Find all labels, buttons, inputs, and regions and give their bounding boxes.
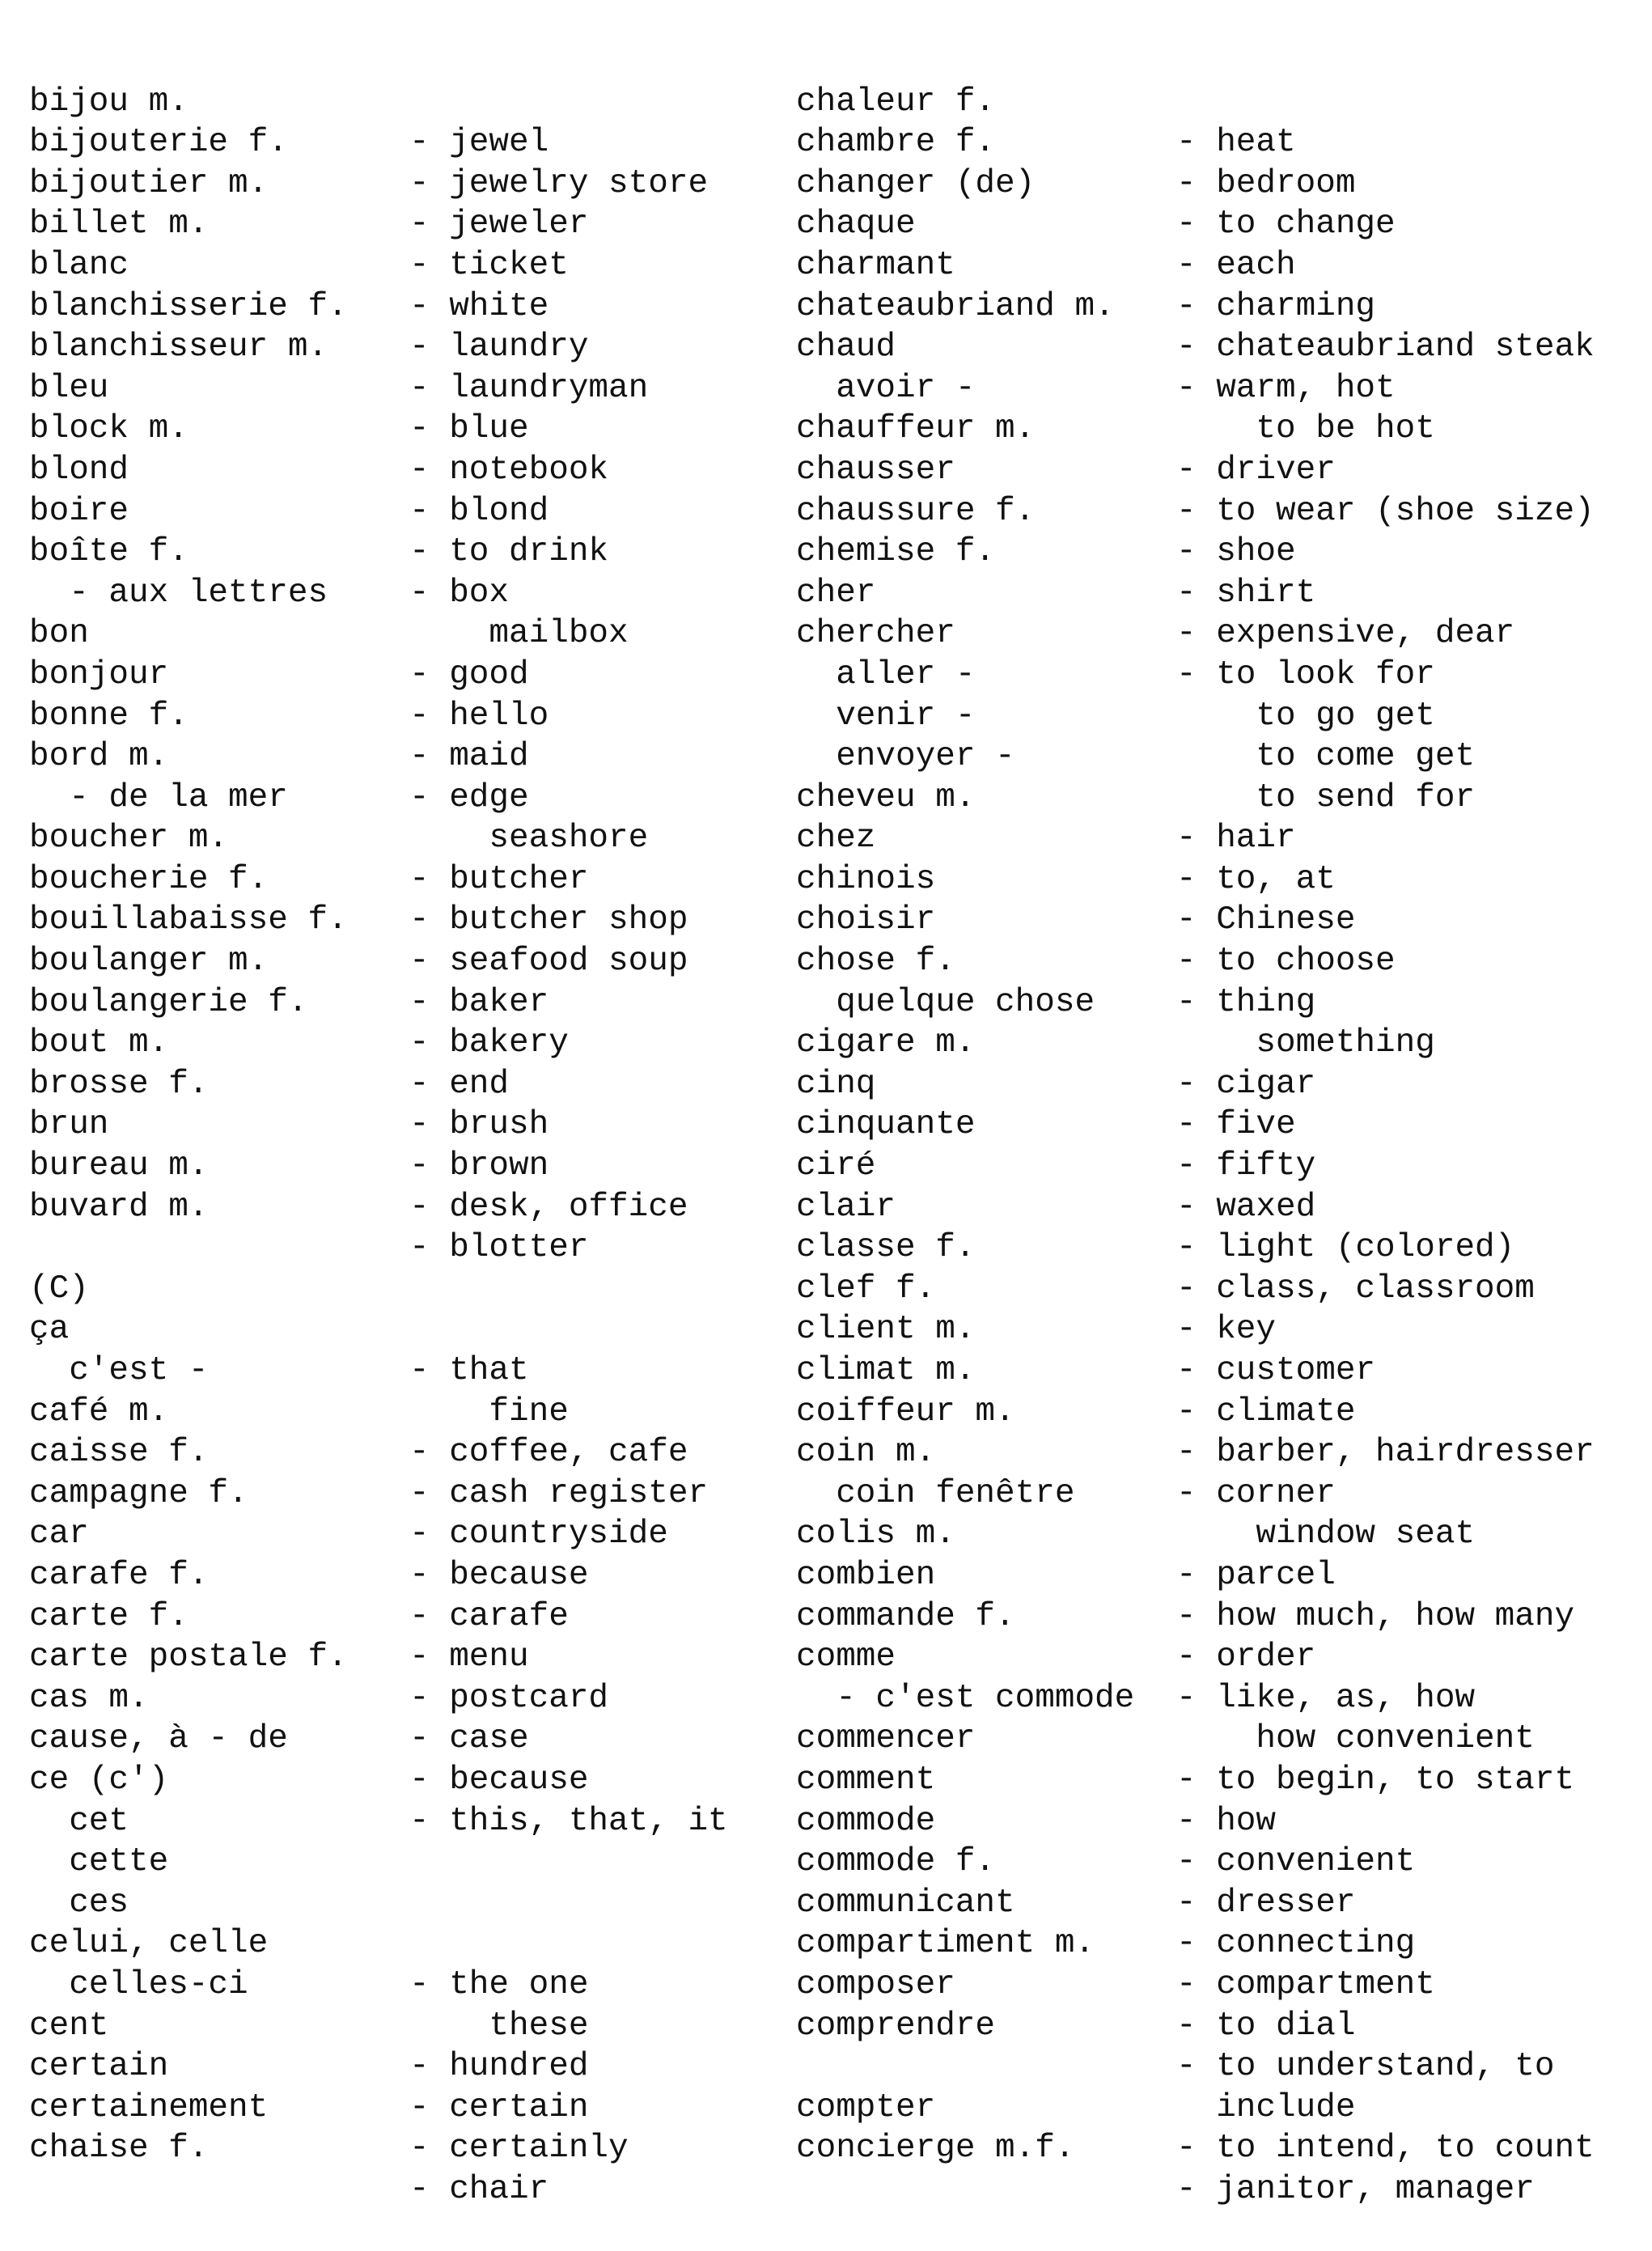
entry-term: coiffeur m. bbox=[796, 1393, 1015, 1431]
entry-term: aller - bbox=[796, 655, 976, 693]
entry-row bbox=[29, 1760, 129, 1840]
entry-definition: - charming bbox=[1176, 287, 1376, 325]
entry-definition: - jewel bbox=[409, 124, 549, 162]
entry-term: concierge m.f. bbox=[796, 2130, 1075, 2168]
entry-term: (C) bbox=[29, 1270, 89, 1308]
entry-definition: - five bbox=[1176, 1106, 1296, 1144]
entry-term: chez bbox=[796, 820, 876, 858]
entry-term: chemise f. bbox=[796, 533, 996, 571]
entry-definition: - dresser bbox=[1176, 1884, 1356, 1922]
entry-definition: - to drink bbox=[409, 533, 609, 571]
entry-definition: - seafood soup bbox=[409, 943, 688, 981]
entry-definition: - driver bbox=[1176, 451, 1336, 489]
entry-definition: - bedroom bbox=[1176, 164, 1356, 202]
entry-definition: - each bbox=[1176, 246, 1296, 284]
entry-term: quelque chose bbox=[796, 983, 1095, 1021]
entry-definition: - to change bbox=[1176, 206, 1396, 244]
entry-term: block m. bbox=[29, 410, 188, 448]
entry-definition: - postcard bbox=[409, 1679, 609, 1717]
entry-definition: - fifty bbox=[1176, 1147, 1316, 1185]
entry-definition: - brush bbox=[409, 1106, 549, 1144]
entry-term: chaleur f. bbox=[796, 83, 996, 121]
entry-definition: - certain bbox=[409, 2088, 589, 2126]
right-column bbox=[796, 40, 1595, 2208]
entry-term: comprendre bbox=[796, 2007, 996, 2045]
entry-definition: - customer bbox=[1176, 1352, 1376, 1389]
entry-term: cette bbox=[29, 1843, 169, 1881]
entry-term: communicant bbox=[796, 1884, 1015, 1922]
entry-term: brosse f. bbox=[29, 1065, 209, 1103]
entry-definition: - parcel bbox=[1176, 1556, 1336, 1594]
entry-term: compter bbox=[796, 2088, 936, 2126]
entry-term: - c'est commode bbox=[796, 1679, 1135, 1717]
entry-term: bijou m. bbox=[29, 83, 188, 121]
entry-term: caisse f. bbox=[29, 1434, 209, 1472]
entry-definition: - blond bbox=[409, 492, 549, 530]
entry-term: boîte f. bbox=[29, 533, 188, 571]
entry-term: chinois bbox=[796, 860, 936, 898]
entry-term: commode bbox=[796, 1802, 936, 1840]
entry-term: blanc bbox=[29, 246, 129, 284]
entry-definition: - laundryman bbox=[409, 369, 649, 407]
entry-term: ça bbox=[29, 1311, 70, 1349]
entry-definition: - to look for bbox=[1176, 655, 1435, 693]
entry-term: coin fenêtre bbox=[796, 1474, 1075, 1512]
entry-definition: something bbox=[1176, 1024, 1435, 1062]
entry-definition: to be hot bbox=[1176, 410, 1435, 448]
entry-definition: - baker bbox=[409, 983, 549, 1021]
entry-definition: - that bbox=[409, 1352, 529, 1389]
entry-term: commande f. bbox=[796, 1597, 1015, 1635]
entry-term: ce (c') bbox=[29, 1761, 169, 1799]
entry-term: bureau m. bbox=[29, 1147, 209, 1185]
entry-term: billet m. bbox=[29, 206, 209, 244]
entry-term: coin m. bbox=[796, 1434, 936, 1472]
entry-definition: include bbox=[1176, 2088, 1356, 2126]
entry-definition: - the one bbox=[409, 1965, 589, 2003]
entry-definition: - to intend, to count bbox=[1176, 2130, 1595, 2168]
entry-term: carafe f. bbox=[29, 1556, 209, 1594]
entry-term: composer bbox=[796, 1965, 955, 2003]
entry-definition: - connecting bbox=[1176, 1925, 1416, 1963]
entry-definition: - climate bbox=[1176, 1393, 1356, 1431]
entry-term: boucherie f. bbox=[29, 860, 269, 898]
entry-term: bon bbox=[29, 615, 89, 653]
entry-term: bout m. bbox=[29, 1024, 169, 1062]
entry-definition: - barber, hairdresser bbox=[1176, 1434, 1595, 1472]
entry-definition: - brown bbox=[409, 1147, 549, 1185]
entry-term: carte f. bbox=[29, 1597, 188, 1635]
entry-definition: - to, at bbox=[1176, 860, 1336, 898]
entry-row bbox=[29, 1842, 129, 1922]
entry-definition: - end bbox=[409, 1065, 510, 1103]
entry-definition: - light (colored) bbox=[1176, 1229, 1515, 1267]
entry-term: bijoutier m. bbox=[29, 164, 269, 202]
entry-definition: - class, classroom bbox=[1176, 1270, 1535, 1308]
entry-term: boucher m. bbox=[29, 820, 229, 858]
entry-definition: - Chinese bbox=[1176, 901, 1356, 939]
entry-term: chauffeur m. bbox=[796, 410, 1036, 448]
entry-term: chaque bbox=[796, 206, 916, 244]
entry-term: campagne f. bbox=[29, 1474, 248, 1512]
entry-term: bijouterie f. bbox=[29, 124, 288, 162]
entry-term: boulanger m. bbox=[29, 943, 269, 981]
entry-definition: - janitor, manager bbox=[1176, 2170, 1535, 2208]
entry-term: brun bbox=[29, 1106, 109, 1144]
entry-term: bonne f. bbox=[29, 697, 188, 735]
entry-term: boulangerie f. bbox=[29, 983, 308, 1021]
entry-definition: - edge bbox=[409, 778, 529, 816]
entry-term: client m. bbox=[796, 1311, 976, 1349]
entry-term: chaussure f. bbox=[796, 492, 1036, 530]
entry-definition: - thing bbox=[1176, 983, 1316, 1021]
entry-term: comment bbox=[796, 1761, 936, 1799]
entry-definition: - carafe bbox=[409, 1597, 569, 1635]
entry-definition: - to choose bbox=[1176, 943, 1396, 981]
entry-definition: - butcher bbox=[409, 860, 589, 898]
entry-definition: - like, as, how bbox=[1176, 1679, 1476, 1717]
entry-term: cinq bbox=[796, 1065, 876, 1103]
entry-definition: - to wear (shoe size) bbox=[1176, 492, 1595, 530]
entry-definition: - how much, how many bbox=[1176, 1597, 1575, 1635]
entry-term: changer (de) bbox=[796, 164, 1036, 202]
entry-term: clef f. bbox=[796, 1270, 936, 1308]
entry-row bbox=[29, 1227, 108, 1308]
entry-term: bleu bbox=[29, 369, 109, 407]
entry-term: commode f. bbox=[796, 1843, 996, 1881]
entry-term: cas m. bbox=[29, 1679, 149, 1717]
entry-term: charmant bbox=[796, 246, 955, 284]
entry-definition: - hello bbox=[409, 697, 549, 735]
entry-term: bonjour bbox=[29, 655, 169, 693]
entry-definition: - this, that, it bbox=[409, 1802, 728, 1840]
entry-term: compartiment m. bbox=[796, 1925, 1095, 1963]
entry-definition: - waxed bbox=[1176, 1188, 1316, 1226]
entry-definition: fine bbox=[409, 1393, 569, 1431]
entry-definition: - bakery bbox=[409, 1024, 569, 1062]
entry-definition: - countryside bbox=[409, 1516, 668, 1554]
entry-definition: - cigar bbox=[1176, 1065, 1316, 1103]
entry-definition: - to understand, to bbox=[1176, 2048, 1555, 2086]
entry-term: choisir bbox=[796, 901, 936, 939]
entry-definition: - maid bbox=[409, 738, 529, 776]
entry-term: cheveu m. bbox=[796, 778, 976, 816]
entry-term: blond bbox=[29, 451, 129, 489]
entry-term: cinquante bbox=[796, 1106, 976, 1144]
entry-definition: - certainly bbox=[409, 2130, 629, 2168]
entry-term: carte postale f. bbox=[29, 1638, 348, 1677]
entry-definition: - ticket bbox=[409, 246, 569, 284]
entry-term: - de la mer bbox=[29, 778, 288, 816]
entry-term: certain bbox=[29, 2048, 169, 2086]
entry-definition: - jeweler bbox=[409, 206, 589, 244]
entry-definition: - to dial bbox=[1176, 2007, 1356, 2045]
entry-row bbox=[29, 1801, 169, 1881]
entry-definition: - shoe bbox=[1176, 533, 1296, 571]
entry-definition: - cash register bbox=[409, 1474, 709, 1512]
entry-definition: - notebook bbox=[409, 451, 609, 489]
entry-definition: - desk, office bbox=[409, 1188, 688, 1226]
entry-term: car bbox=[29, 1516, 89, 1554]
entry-term: blanchisserie f. bbox=[29, 287, 348, 325]
entry-term: cet bbox=[29, 1802, 129, 1840]
entry-definition: to send for bbox=[1176, 778, 1476, 816]
entry-term: - aux lettres bbox=[29, 574, 328, 612]
entry-definition: - hundred bbox=[409, 2048, 589, 2086]
entry-row bbox=[29, 1187, 108, 1228]
entry-term: chaise f. bbox=[29, 2130, 209, 2168]
entry-definition: - key bbox=[1176, 1311, 1277, 1349]
entry-definition: - coffee, cafe bbox=[409, 1434, 688, 1472]
entry-definition: - good bbox=[409, 655, 529, 693]
entry-definition: - box bbox=[409, 574, 510, 612]
entry-definition: - blue bbox=[409, 410, 529, 448]
entry-definition: - convenient bbox=[1176, 1843, 1416, 1881]
entry-term: ciré bbox=[796, 1147, 876, 1185]
entry-term: buvard m. bbox=[29, 1188, 209, 1226]
entry-definition: - because bbox=[409, 1761, 589, 1799]
entry-definition: - laundry bbox=[409, 329, 589, 367]
entry-term: commencer bbox=[796, 1720, 976, 1758]
left-column bbox=[29, 40, 728, 2208]
entry-definition: seashore bbox=[409, 820, 649, 858]
entry-term: celles-ci bbox=[29, 1965, 248, 2003]
entry-term: boire bbox=[29, 492, 129, 530]
entry-definition: - order bbox=[1176, 1638, 1316, 1677]
entry-definition: - jewelry store bbox=[409, 164, 709, 202]
entry-term: cher bbox=[796, 574, 876, 612]
entry-definition: - blotter bbox=[409, 1229, 589, 1267]
entry-definition: - because bbox=[409, 1556, 589, 1594]
entry-term: chercher bbox=[796, 615, 955, 653]
entry-term: classe f. bbox=[796, 1229, 976, 1267]
entry-definition: - expensive, dear bbox=[1176, 615, 1515, 653]
entry-definition: - shirt bbox=[1176, 574, 1316, 612]
entry-term: c'est - bbox=[29, 1352, 209, 1389]
entry-definition: - warm, hot bbox=[1176, 369, 1396, 407]
entry-definition: - case bbox=[409, 1720, 529, 1758]
entry-term: café m. bbox=[29, 1393, 169, 1431]
entry-term: avoir - bbox=[796, 369, 976, 407]
entry-definition: - chateaubriand steak bbox=[1176, 329, 1595, 367]
entry-definition: these bbox=[409, 2007, 589, 2045]
entry-definition: - corner bbox=[1176, 1474, 1336, 1512]
entry-term: venir - bbox=[796, 697, 976, 735]
entry-term: climat m. bbox=[796, 1352, 976, 1389]
entry-term: chausser bbox=[796, 451, 955, 489]
entry-definition: to go get bbox=[1176, 697, 1435, 735]
entry-term: cigare m. bbox=[796, 1024, 976, 1062]
entry-definition: mailbox bbox=[409, 615, 629, 653]
entry-definition: - chair bbox=[409, 2170, 549, 2208]
entry-term: bord m. bbox=[29, 738, 169, 776]
entry-term: colis m. bbox=[796, 1516, 955, 1554]
entry-term: chaud bbox=[796, 329, 896, 367]
entry-definition: - white bbox=[409, 287, 549, 325]
entry-term: comme bbox=[796, 1638, 896, 1677]
entry-definition: - menu bbox=[409, 1638, 529, 1677]
entry-term: certainement bbox=[29, 2088, 269, 2126]
entry-definition: - butcher shop bbox=[409, 901, 688, 939]
entry-definition: - compartment bbox=[1176, 1965, 1435, 2003]
entry-definition: - to begin, to start bbox=[1176, 1761, 1575, 1799]
entry-definition: - heat bbox=[1176, 124, 1296, 162]
entry-definition: - how bbox=[1176, 1802, 1277, 1840]
entry-term: chose f. bbox=[796, 943, 955, 981]
entry-term: cent bbox=[29, 2007, 109, 2045]
entry-term: chateaubriand m. bbox=[796, 287, 1115, 325]
entry-definition: to come get bbox=[1176, 738, 1476, 776]
entry-term: ces bbox=[29, 1884, 129, 1922]
entry-term: celui, celle bbox=[29, 1925, 269, 1963]
entry-definition: - hair bbox=[1176, 820, 1296, 858]
entry-term: envoyer - bbox=[796, 738, 1015, 776]
entry-term: bouillabaisse f. bbox=[29, 901, 348, 939]
entry-term: clair bbox=[796, 1188, 896, 1226]
entry-definition: how convenient bbox=[1176, 1720, 1535, 1758]
entry-definition: window seat bbox=[1176, 1516, 1476, 1554]
entry-term: combien bbox=[796, 1556, 936, 1594]
entry-term: blanchisseur m. bbox=[29, 329, 328, 367]
entry-term: chambre f. bbox=[796, 124, 996, 162]
entry-term: cause, à - de bbox=[29, 1720, 288, 1758]
